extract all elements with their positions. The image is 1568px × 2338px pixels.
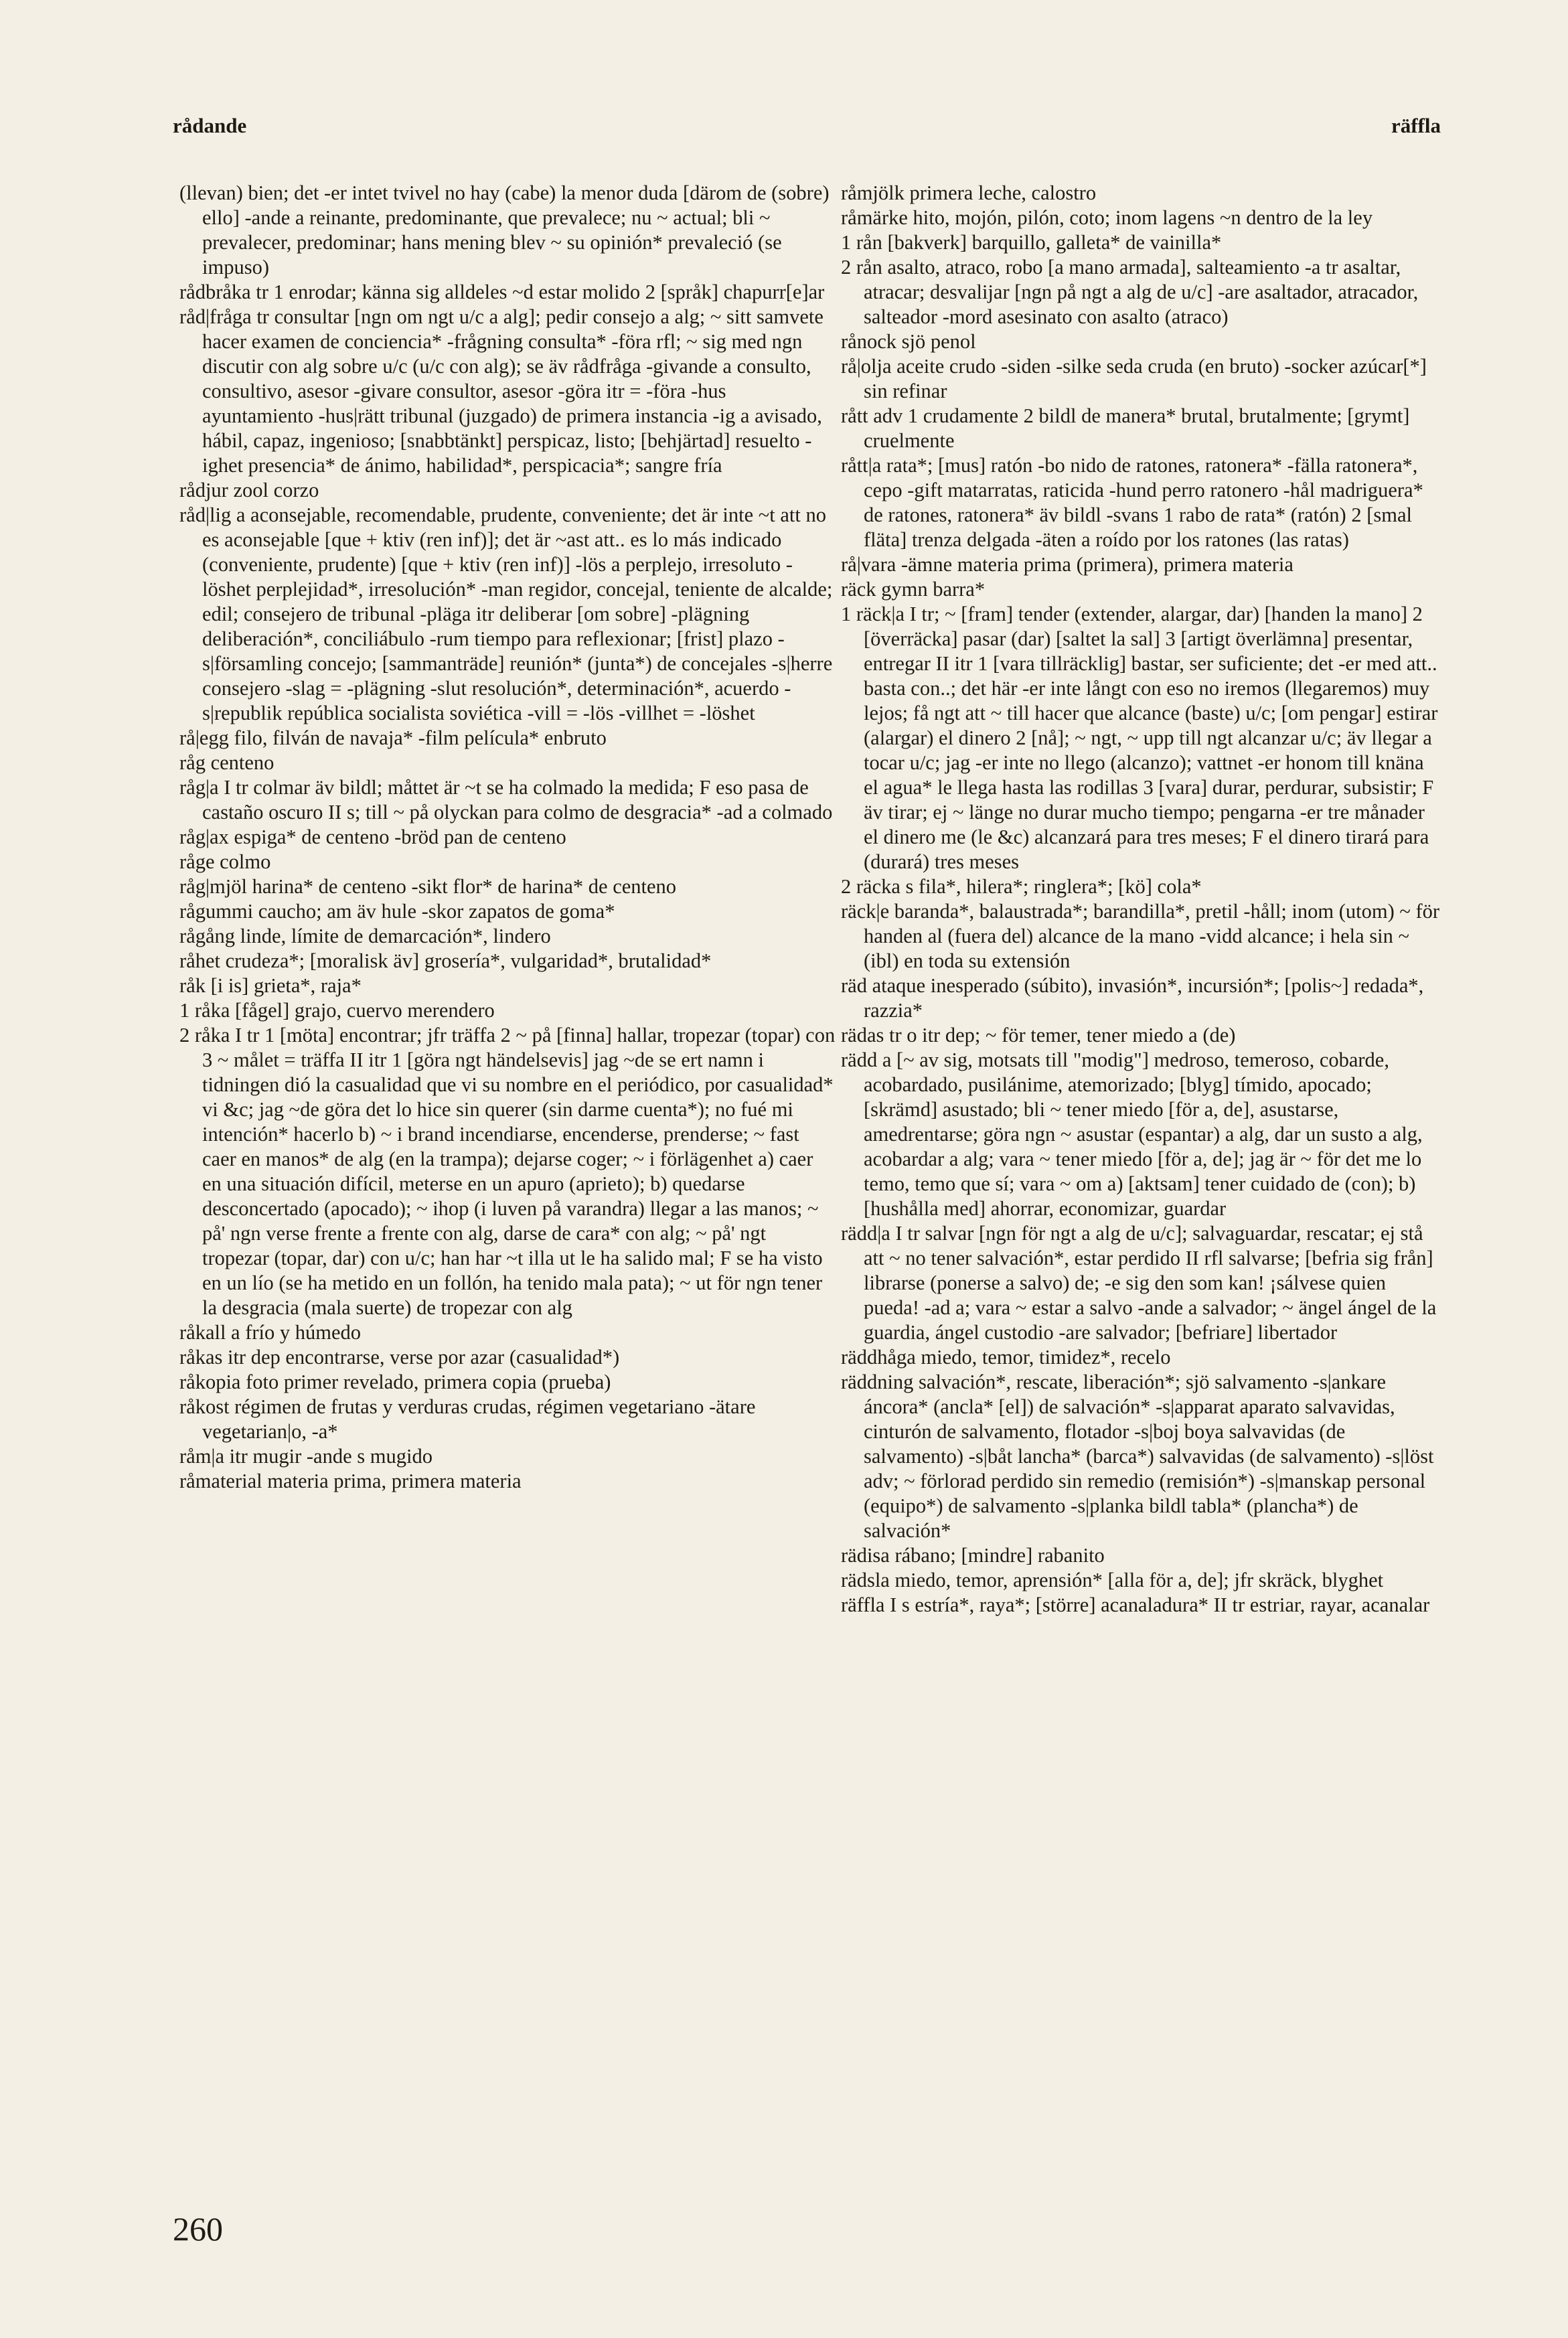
dictionary-entry: råm|a itr mugir -ande s mugido: [179, 1445, 433, 1468]
dictionary-entry: råmärke hito, mojón, pilón, coto; inom lagens ~n dentro de la ley: [841, 206, 1373, 229]
dictionary-entry: råk [i is] grieta*, raja*: [179, 974, 362, 997]
dictionary-entry: rå|vara -ämne materia prima (primera), primera materia: [841, 553, 1293, 576]
dictionary-entry: råmaterial materia prima, primera materia: [179, 1470, 522, 1492]
dictionary-entry: rågummi caucho; am äv hule -skor zapatos de goma*: [179, 900, 615, 923]
dictionary-entry: räddhåga miedo, temor, timidez*, recelo: [841, 1346, 1171, 1369]
dictionary-entry: 2 råka I tr 1 [möta] encontrar; jfr träffa 2 ~ på [finna] hallar, tropezar (topar) con 3 ~ målet = träffa II itr 1 [göra ngt händelsevis] jag ~de se ert namn i tidningen dió la casualidad que vi su nombre en el periódico, por casualidad* vi &c; jag ~de göra det lo hice sin querer (sin darme cuenta*); no fué mi intención* hacerlo b) ~ i brand incendiarse, encenderse, prenderse; ~ fast caer en manos* de alg (en la trampa); dejarse coger; ~ i förlägenhet a) caer en una situación difícil, meterse en un apuro (aprieto); b) quedarse desconcertado (apocado); ~ ihop (i luven på varandra) llegar a las manos; ~ på' ngn verse frente a frente con alg, darse de cara* con alg; ~ på' ngt tropezar (topar, dar) con u/c; han har ~t illa ut le ha salido mal; F se ha visto en un lío (se ha metido en un follón, ha tenido mala pata); ~ ut för ngn tener la desgracia (mala suerte) de tropezar con alg: [179, 1024, 836, 1319]
dictionary-entry: 1 rån [bakverk] barquillo, galleta* de vainilla*: [841, 231, 1222, 254]
dictionary-entry: 2 räcka s fila*, hilera*; ringlera*; [kö] cola*: [841, 875, 1202, 898]
dictionary-entry: räffla I s estría*, raya*; [större] acanaladura* II tr estriar, rayar, acanalar: [841, 1593, 1430, 1616]
dictionary-entry: råkost régimen de frutas y verduras crudas, régimen vegetariano -ätare vegetarian|o, -a*: [179, 1395, 756, 1443]
dictionary-entry: räck|e baranda*, balaustrada*; barandilla*, pretil -håll; inom (utom) ~ för handen al (fuera del) alcance de la mano -vidd alcance; i hela sin ~ (ibl) en toda su extensión: [841, 900, 1440, 972]
dictionary-entry: 1 råka [fågel] grajo, cuervo merendero: [179, 999, 495, 1022]
dictionary-entry: råg|a I tr colmar äv bildl; måttet är ~t se ha colmado la medida; F eso pasa de castaño oscuro II s; till ~ på olyckan para colmo de desgracia* -ad a colmado: [179, 776, 833, 824]
dictionary-entry: rå|olja aceite crudo -siden -silke seda cruda (en bruto) -socker azúcar[*] sin refinar: [841, 355, 1427, 402]
dictionary-entry: råg centeno: [179, 751, 275, 774]
dictionary-entry: räck gymn barra*: [841, 578, 986, 601]
dictionary-entry: räddning salvación*, rescate, liberación*; sjö salvamento -s|ankare áncora* (ancla* [el]) de salvación* -s|apparat aparato salvavidas, cinturón de salvamento, flotador -s|boj boya salvavidas (de salvamento) -s|båt lancha* (barca*) salvavidas (de salvamento) -s|löst adv; ~ förlorad perdido sin remedio (remisión*) -s|manskap personal (equipo*) de salvamento -s|planka bildl tabla* (plancha*) de salvación*: [841, 1371, 1434, 1542]
dictionary-entry: rådbråka tr 1 enrodar; känna sig alldeles ~d estar molido 2 [språk] chapurr[e]ar: [179, 281, 825, 303]
dictionary-entry: råkopia foto primer revelado, primera copia (prueba): [179, 1371, 611, 1393]
page-number: 260: [173, 2210, 223, 2248]
dictionary-entry: 2 rån asalto, atraco, robo [a mano armada], salteamiento -a tr asaltar, atracar; desvalijar [ngn på ngt a alg de u/c] -are asaltador, atracador, salteador -mord asesinato con asalto (atraco): [841, 256, 1419, 328]
dictionary-entry: råkall a frío y húmedo: [179, 1321, 362, 1344]
dictionary-entry: (llevan) bien; det -er intet tvivel no hay (cabe) la menor duda [därom de (sobre) ello] -ande a reinante, predominante, que prevalece; nu ~ actual; bli ~ prevalecer, predominar; hans mening blev ~ su opinión* prevaleció (se impuso): [179, 181, 830, 279]
dictionary-entry: rädd a [~ av sig, motsats till "modig"] medroso, temeroso, cobarde, acobardado, pusilánime, atemorizado; [blyg] tímido, apocado; [skrämd] asustado; bli ~ tener miedo [för a, de], asustarse, amedrentarse; göra ngn ~ asustar (espantar) a alg, dar un susto a alg, acobardar a alg; vara ~ tener miedo [för a, de]; jag är ~ för det me lo temo, temo que sí; vara ~ om a) [aktsam] tener cuidado de (con); b) [hushålla med] ahorrar, economizar, guardar: [841, 1048, 1423, 1220]
dictionary-entry: räd ataque inesperado (súbito), invasión*, incursión*; [polis~] redada*, razzia*: [841, 974, 1424, 1022]
dictionary-entry: råhet crudeza*; [moralisk äv] grosería*, vulgaridad*, brutalidad*: [179, 949, 712, 972]
dictionary-entry: 1 räck|a I tr; ~ [fram] tender (extender, alargar, dar) [handen la mano] 2 [överräcka] pasar (dar) [saltet la sal] 3 [artigt överlämna] presentar, entregar II itr 1 [vara tillräcklig] bastar, ser suficiente; det -er med att.. basta con..; det här -er inte långt con eso no iremos (llegaremos) muy lejos; få ngt att ~ till hacer que alcance (baste) u/c; [om pengar] estirar (alargar) el dinero 2 [nå]; ~ ngt, ~ upp till ngt alcanzar u/c; äv llegar a tocar u/c; jag -er inte no llego (alcanzo); vattnet -er honom till knäna el agua* le llega hasta las rodillas 3 [vara] durar, perdurar, subsistir; F äv tirar; ej ~ länge no durar mucho tiempo; pengarna -er tre månader el dinero me (le &c) alcanzará para tres meses; F el dinero tirará para (durará) tres meses: [841, 603, 1438, 873]
dictionary-entry: råd|lig a aconsejable, recomendable, prudente, conveniente; det är inte ~t att no es aconsejable [que + ktiv (ren inf)]; det är ~ast att.. es lo más indicado (conveniente, prudente) [que + ktiv (ren inf)] -lös a perplejo, irresoluto -löshet perplejidad*, irresolución* -man regidor, concejal, teniente de alcalde; edil; consejero de tribunal -pläga itr deliberar [om sobre] -plägning deliberación*, conciliábulo -rum tiempo para reflexionar; [frist] plazo -s|församling concejo; [sammanträde] reunión* (junta*) de concejales -s|herre consejero -slag = -plägning -slut resolución*, determinación*, acuerdo -s|republik república socialista soviética -vill = -lös -villhet = -löshet: [179, 503, 833, 724]
dictionary-entry: råg|ax espiga* de centeno -bröd pan de centeno: [179, 826, 566, 848]
dictionary-entry: rädisa rábano; [mindre] rabanito: [841, 1544, 1105, 1567]
dictionary-entry: råkas itr dep encontrarse, verse por azar (casualidad*): [179, 1346, 620, 1369]
dictionary-entry: rädd|a I tr salvar [ngn för ngt a alg de u/c]; salvaguardar, rescatar; ej stå att ~ no tener salvación*, estar perdido II rfl salvarse; [befria sig från] librarse (ponerse a salvo) de; -e sig den som kan! ¡sálvese quien pueda! -ad a; vara ~ estar a salvo -ande a salvador; ~ ängel ángel de la guardia, ángel custodio -are salvador; [befriare] libertador: [841, 1222, 1437, 1344]
dictionary-entry: rädas tr o itr dep; ~ för temer, tener miedo a (de): [841, 1024, 1236, 1046]
dictionary-entry: rått|a rata*; [mus] ratón -bo nido de ratones, ratonera* -fälla ratonera*, cepo -gift matarratas, raticida -hund perro ratonero -hål madriguera* de ratones, ratonera* äv bildl -svans 1 rabo de rata* (ratón) 2 [smal fläta] trenza delgada -äten a roído por los ratones (las ratas): [841, 454, 1423, 551]
dictionary-entry: rått adv 1 crudamente 2 bildl de manera* brutal, brutalmente; [grymt] cruelmente: [841, 404, 1410, 452]
dictionary-entry: råmjölk primera leche, calostro: [841, 181, 1097, 204]
dictionary-entry: rådjur zool corzo: [179, 479, 319, 501]
left-column: [179, 181, 836, 1494]
dictionary-entry: rånock sjö penol: [841, 330, 976, 353]
right-column: [841, 181, 1443, 1618]
dictionary-entry: rädsla miedo, temor, aprensión* [alla för a, de]; jfr skräck, blyghet: [841, 1569, 1384, 1591]
guide-word-right: räffla: [1391, 114, 1441, 137]
dictionary-entry: rå|egg filo, filván de navaja* -film película* enbruto: [179, 726, 607, 749]
guide-word-left: rådande: [173, 114, 247, 137]
dictionary-entry: rågång linde, límite de demarcación*, lindero: [179, 925, 551, 947]
dictionary-entry: råge colmo: [179, 850, 271, 873]
dictionary-entry: råd|fråga tr consultar [ngn om ngt u/c a alg]; pedir consejo a alg; ~ sitt samvete hacer examen de conciencia* -frågning consulta* -föra rfl; ~ sig med ngn discutir con alg sobre u/c (u/c con alg); se äv rådfråga -givande a consulto, consultivo, asesor -givare consultor, asesor -göra itr = -föra -hus ayuntamiento -hus|rätt tribunal (juzgado) de primera instancia -ig a avisado, hábil, capaz, ingenioso; [snabbtänkt] perspicaz, listo; [behjärtad] resuelto -ighet presencia* de ánimo, habilidad*, perspicacia*; sangre fría: [179, 305, 824, 477]
dictionary-entry: råg|mjöl harina* de centeno -sikt flor* de harina* de centeno: [179, 875, 677, 898]
